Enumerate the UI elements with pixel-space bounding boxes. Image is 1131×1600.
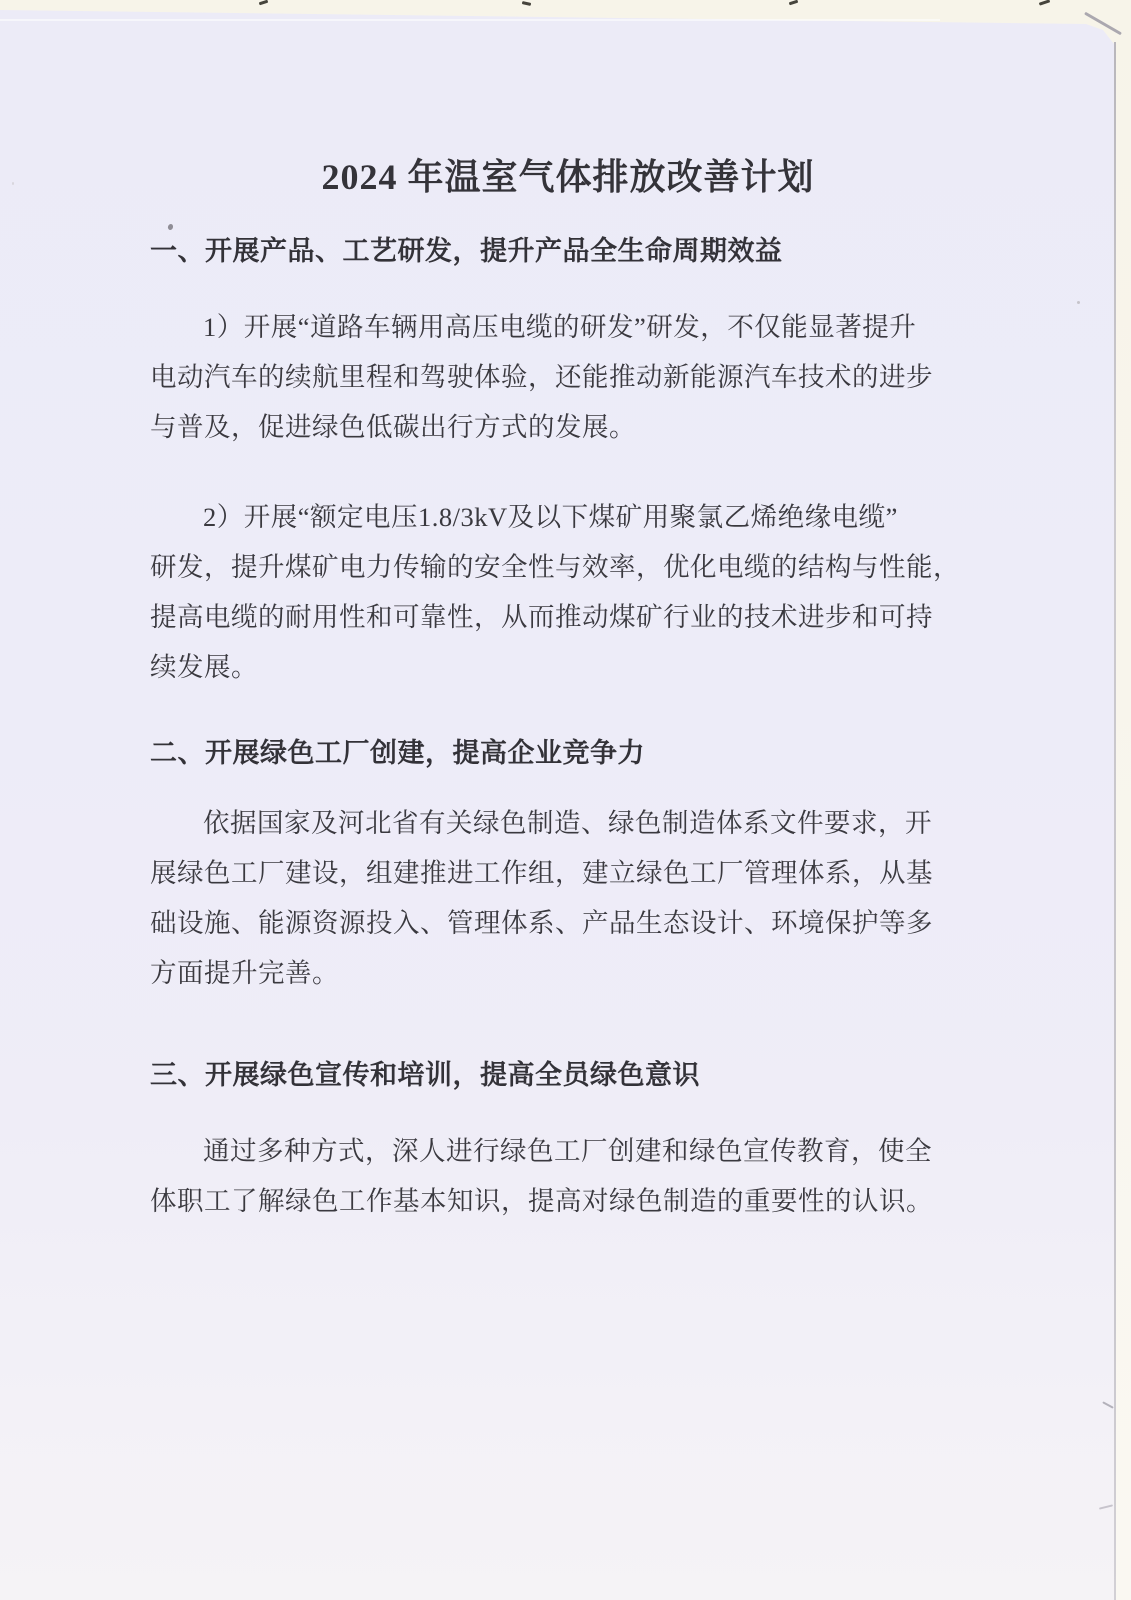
document-title: 2024 年温室气体排放改善计划 bbox=[321, 157, 815, 197]
text-line: 2）开展“额定电压1.8/3kV及以下煤矿用聚氯乙烯绝缘电缆” bbox=[203, 502, 898, 532]
text-line: 研发，提升煤矿电力传输的安全性与效率，优化电缆的结构与性能， bbox=[150, 552, 960, 582]
section-heading-1: 一、开展产品、工艺研发，提升产品全生命周期效益 bbox=[150, 236, 783, 266]
text-line: 提高电缆的耐用性和可靠性，从而推动煤矿行业的技术进步和可持 bbox=[150, 602, 933, 632]
text-line: 通过多种方式，深人进行绿色工厂创建和绿色宣传教育，使全 bbox=[203, 1136, 932, 1166]
paragraph bbox=[150, 302, 940, 452]
section-heading-2: 二、开展绿色工厂创建，提高企业竞争力 bbox=[150, 738, 645, 768]
section-heading-3: 三、开展绿色宣传和培训，提高全员绿色意识 bbox=[150, 1060, 700, 1090]
document-body bbox=[150, 226, 960, 1226]
text-line: 体职工了解绿色工作基本知识，提高对绿色制造的重要性的认识。 bbox=[150, 1186, 933, 1216]
paragraph bbox=[150, 798, 940, 998]
text-line: 方面提升完善。 bbox=[150, 958, 339, 988]
text-line: 础设施、能源资源投入、管理体系、产品生态设计、环境保护等多 bbox=[150, 908, 933, 938]
paper-right-edge bbox=[1114, 42, 1116, 1600]
paragraph bbox=[150, 492, 960, 692]
paragraph bbox=[150, 1126, 940, 1226]
text-line: 续发展。 bbox=[150, 652, 258, 682]
text-line: 1）开展“道路车辆用高压电缆的研发”研发，不仅能显著提升 bbox=[203, 312, 917, 342]
text-line: 电动汽车的续航里程和驾驶体验，还能推动新能源汽车技术的进步 bbox=[150, 362, 933, 392]
text-line: 与普及，促进绿色低碳出行方式的发展。 bbox=[150, 412, 636, 442]
text-line: 依据国家及河北省有关绿色制造、绿色制造体系文件要求，开 bbox=[203, 808, 932, 838]
text-line: 展绿色工厂建设，组建推进工作组，建立绿色工厂管理体系，从基 bbox=[150, 858, 933, 888]
